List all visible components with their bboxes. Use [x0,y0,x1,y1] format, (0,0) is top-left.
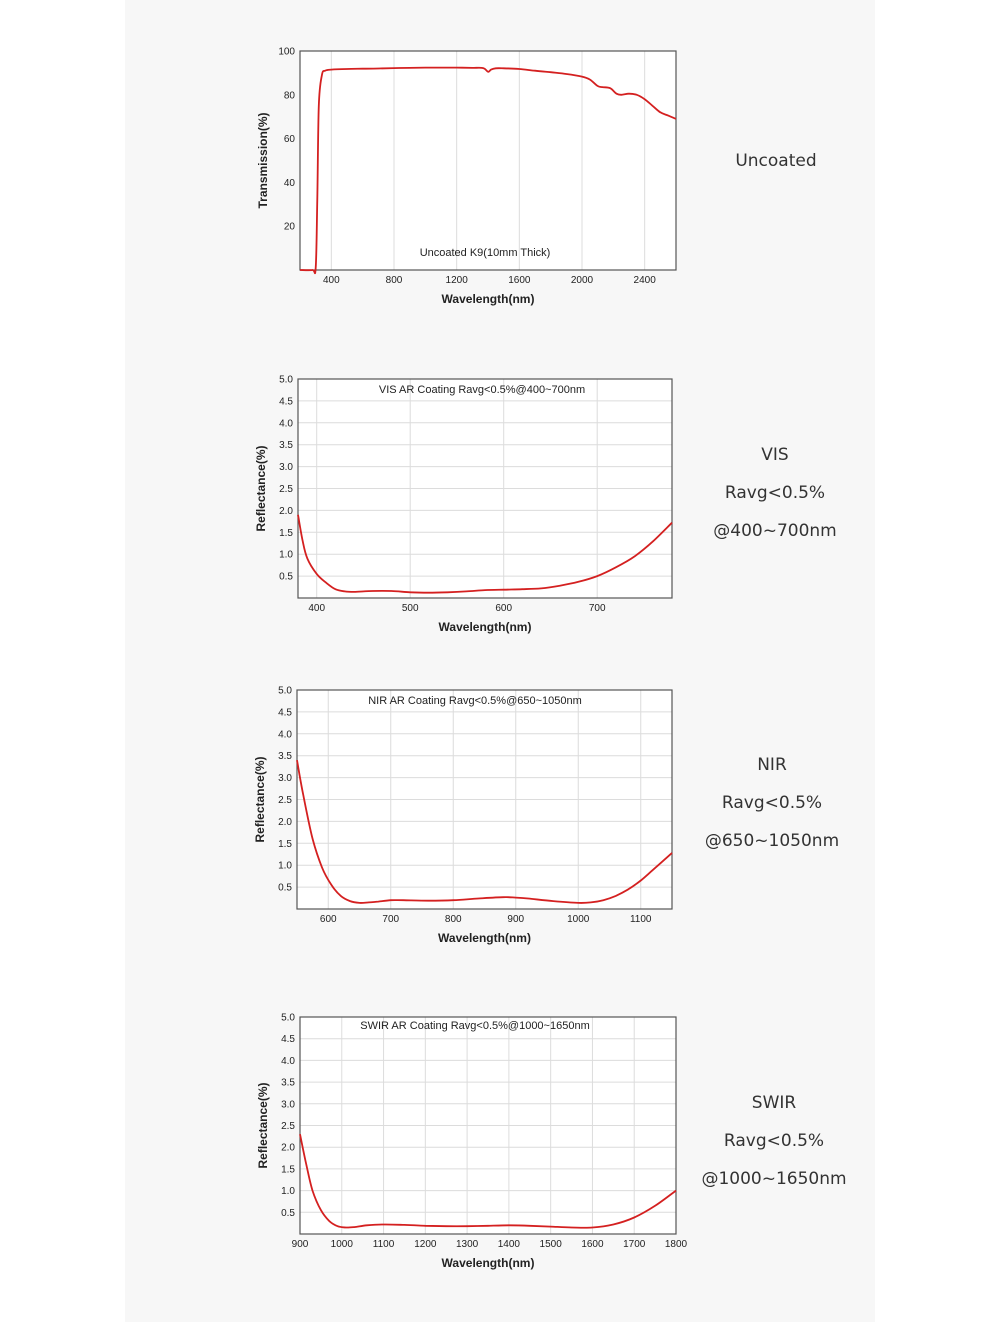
x-tick-label: 1300 [455,1239,479,1250]
y-tick-label: 1.0 [279,549,293,561]
x-tick-label: 400 [322,275,340,286]
y-tick-label: 3.5 [278,751,292,763]
x-tick-label: 1500 [539,1239,562,1250]
swir-label [684,1084,864,1198]
chart-3 [256,1013,688,1271]
x-tick-label: 1600 [508,275,531,286]
y-axis-label: Reflectance(%) [253,756,267,843]
x-tick-label: 900 [291,1239,309,1250]
y-tick-label: 2.0 [279,505,293,517]
y-tick-label: 80 [283,90,295,102]
x-tick-label: 400 [308,603,326,614]
x-tick-label: 1000 [330,1239,353,1250]
y-tick-label: 1.0 [278,860,292,872]
label-line: SWIR [751,1093,797,1113]
x-tick-label: 1000 [567,914,590,925]
y-tick-label: 4.5 [281,1034,295,1046]
y-tick-label: 2.0 [281,1142,295,1154]
y-tick-label: 5.0 [278,685,292,697]
x-axis-label: Wavelength(nm) [441,292,535,306]
y-tick-label: 0.5 [281,1207,295,1219]
label-line: Uncoated [735,151,817,171]
vis-label [685,436,865,550]
x-tick-label: 800 [385,275,403,286]
x-tick-label: 2400 [633,275,656,286]
y-tick-label: 60 [283,134,295,146]
y-tick-label: 1.5 [279,527,293,539]
x-tick-label: 1600 [581,1239,604,1250]
y-tick-label: 2.5 [278,795,292,806]
y-tick-label: 4.5 [279,396,293,408]
x-tick-label: 1800 [664,1239,688,1250]
chart-2 [253,686,672,946]
x-tick-label: 2000 [570,275,594,286]
y-axis-label: Reflectance(%) [256,1082,270,1169]
x-axis-label: Wavelength(nm) [438,620,532,634]
x-tick-label: 1400 [497,1239,521,1250]
label-line: Ravg<0.5% [724,483,826,503]
chart-title: NIR AR Coating Ravg<0.5%@650~1050nm [368,695,582,707]
label-line: NIR [757,755,787,775]
label-line: Ravg<0.5% [721,793,823,813]
chart-title: VIS AR Coating Ravg<0.5%@400~700nm [378,384,586,396]
x-tick-label: 1200 [414,1239,437,1250]
label-line: Ravg<0.5% [723,1131,825,1151]
x-axis-label: Wavelength(nm) [438,931,531,945]
y-tick-label: 0.5 [279,571,293,583]
chart-1 [254,375,672,635]
x-axis-label: Wavelength(nm) [441,1256,535,1270]
x-tick-label: 600 [319,914,337,925]
y-tick-label: 4.0 [279,418,293,430]
y-tick-label: 2.5 [281,1121,295,1132]
chart-title: SWIR AR Coating Ravg<0.5%@1000~1650nm [360,1020,590,1032]
y-tick-label: 2.5 [279,484,293,495]
y-tick-label: 3.5 [281,1077,295,1089]
x-tick-label: 800 [444,914,462,925]
x-tick-label: 700 [382,914,400,925]
y-tick-label: 3.0 [279,462,293,474]
label-line: @650~1050nm [704,831,840,851]
y-tick-label: 1.0 [281,1186,295,1198]
y-tick-label: 20 [283,221,295,233]
x-tick-label: 1200 [445,275,468,286]
x-tick-label: 1100 [629,914,652,925]
x-tick-label: 700 [588,603,606,614]
chart-title: Uncoated K9(10mm Thick) [419,247,551,259]
y-tick-label: 4.5 [278,707,292,719]
y-tick-label: 5.0 [281,1012,295,1024]
x-tick-label: 500 [401,603,419,614]
y-tick-label: 0.5 [278,882,292,894]
y-tick-label: 5.0 [279,374,293,386]
nir-label [682,746,862,860]
y-tick-label: 1.5 [278,838,292,850]
y-axis-label: Reflectance(%) [254,445,268,532]
x-tick-label: 1100 [372,1239,395,1250]
y-tick-label: 4.0 [278,729,292,741]
x-tick-label: 600 [495,603,513,614]
y-axis-label: Transmission(%) [256,112,270,209]
plot-area [300,51,676,270]
x-tick-label: 900 [507,914,525,925]
chart-0 [256,47,676,307]
y-tick-label: 3.0 [278,773,292,785]
y-tick-label: 2.0 [278,816,292,828]
y-tick-label: 40 [283,177,295,189]
label-line: @400~700nm [713,521,837,541]
y-tick-label: 1.5 [281,1164,295,1176]
y-tick-label: 3.0 [281,1099,295,1111]
label-line: VIS [761,445,789,465]
x-tick-label: 1700 [623,1239,646,1250]
label-line: @1000~1650nm [701,1169,847,1189]
y-tick-label: 100 [278,46,295,58]
y-tick-label: 4.0 [281,1055,295,1067]
y-tick-label: 3.5 [279,440,293,452]
uncoated-label [686,142,866,180]
